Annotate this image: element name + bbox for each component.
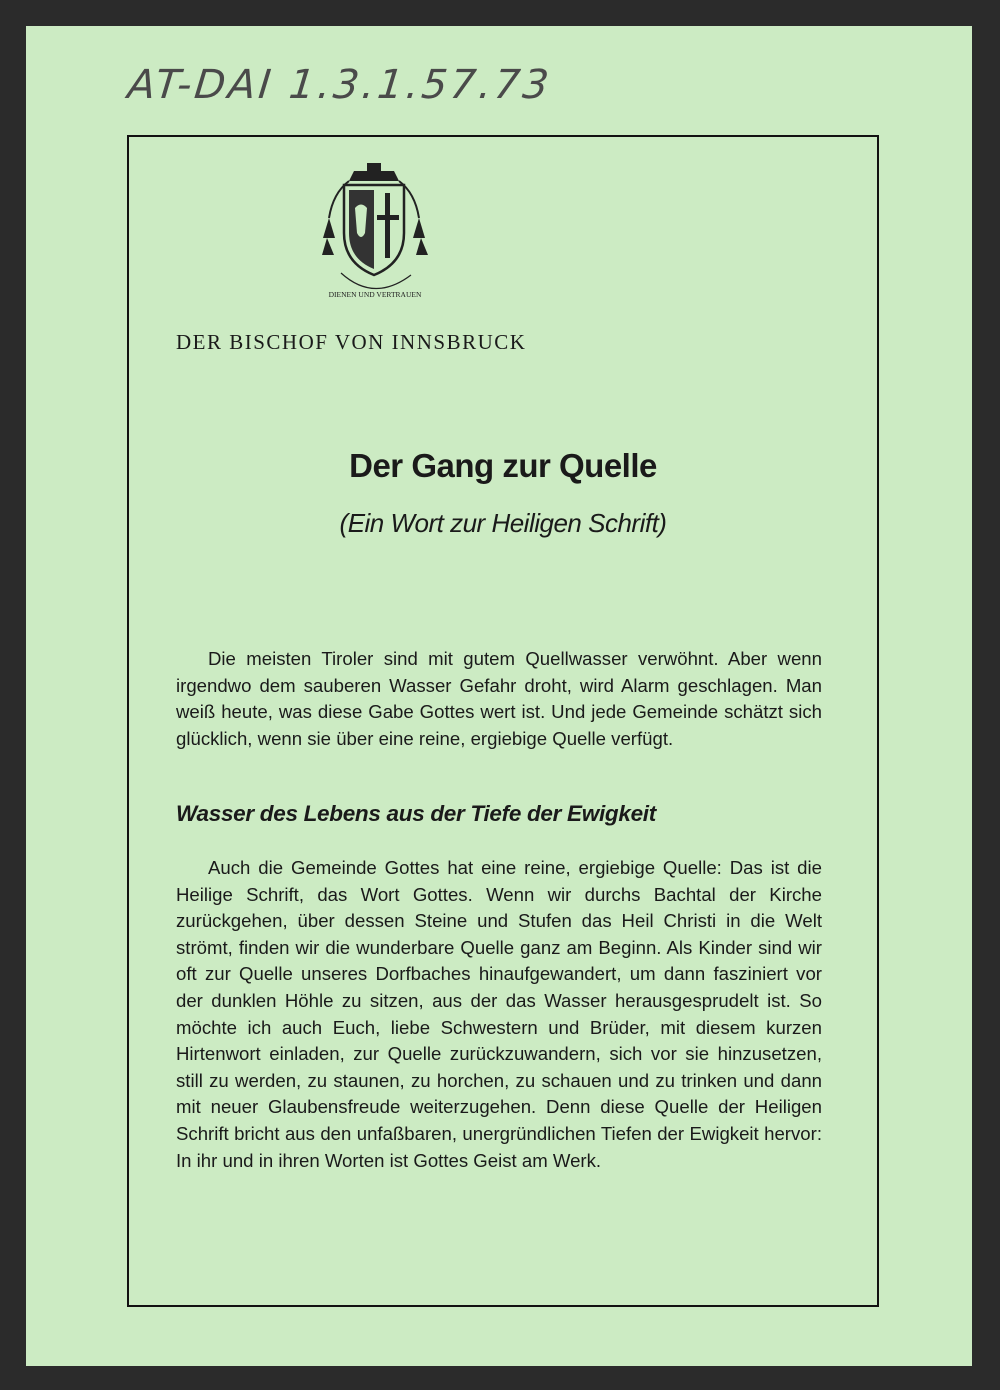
document-subtitle: (Ein Wort zur Heiligen Schrift) [339, 508, 667, 538]
letter-frame [127, 135, 879, 1307]
document-title: Der Gang zur Quelle [349, 447, 657, 484]
section-paragraph: Auch die Gemeinde Gottes hat eine reine, ergiebige Quelle: Das ist die Heilige Schrift, das Wort Gottes. Wenn wir durchs Bachtal der Kirche zurückgehen, über dessen Steine und Stufen das Heil Christi in die Welt strömt, finden wir die wunderbare Quelle ganz am Beginn. Als Kinder sind wir oft zur Quelle unseres Dorfbaches hinaufgewandert, um dann fasziniert vor der dunklen Höhle zu sitzen, aus der das Wasser herausgesprudelt ist. So möchte ich auch Euch, liebe Schwestern und Brüder, mit diesem kurzen Hirtenwort einladen, zur Quelle zurückzuwandern, sich vor sie hinzusetzen, still zu werden, zu staunen, zu horchen, zu schauen und zu trinken und dann mit neuer Glaubensfreude weiterzugehen. Denn diese Quelle der Heiligen Schrift bricht aus den unfaßbaren, unergründlichen Tiefen der Ewigkeit hervor: In ihr und in ihren Worten ist Gottes Geist am Werk. [176, 857, 822, 1171]
crest-motto: DIENEN UND VERTRAUEN [328, 290, 422, 299]
section-heading: Wasser des Lebens aus der Tiefe der Ewigkeit [176, 801, 656, 826]
coat-of-arms-icon [319, 163, 429, 303]
archive-signature-handwritten: AT-DAI 1.3.1.57.73 [125, 62, 554, 108]
intro-paragraph: Die meisten Tiroler sind mit gutem Quellwasser verwöhnt. Aber wenn irgendwo dem sauberen Wasser Gefahr droht, wird Alarm geschlagen. Man weiß heute, was diese Gabe Gottes wert ist. Und jede Gemeinde schätzt sich glücklich, wenn sie über eine reine, ergiebige Quelle verfügt. [176, 648, 822, 749]
letterhead-sender: DER BISCHOF VON INNSBRUCK [176, 330, 527, 354]
document-page [26, 26, 972, 1366]
